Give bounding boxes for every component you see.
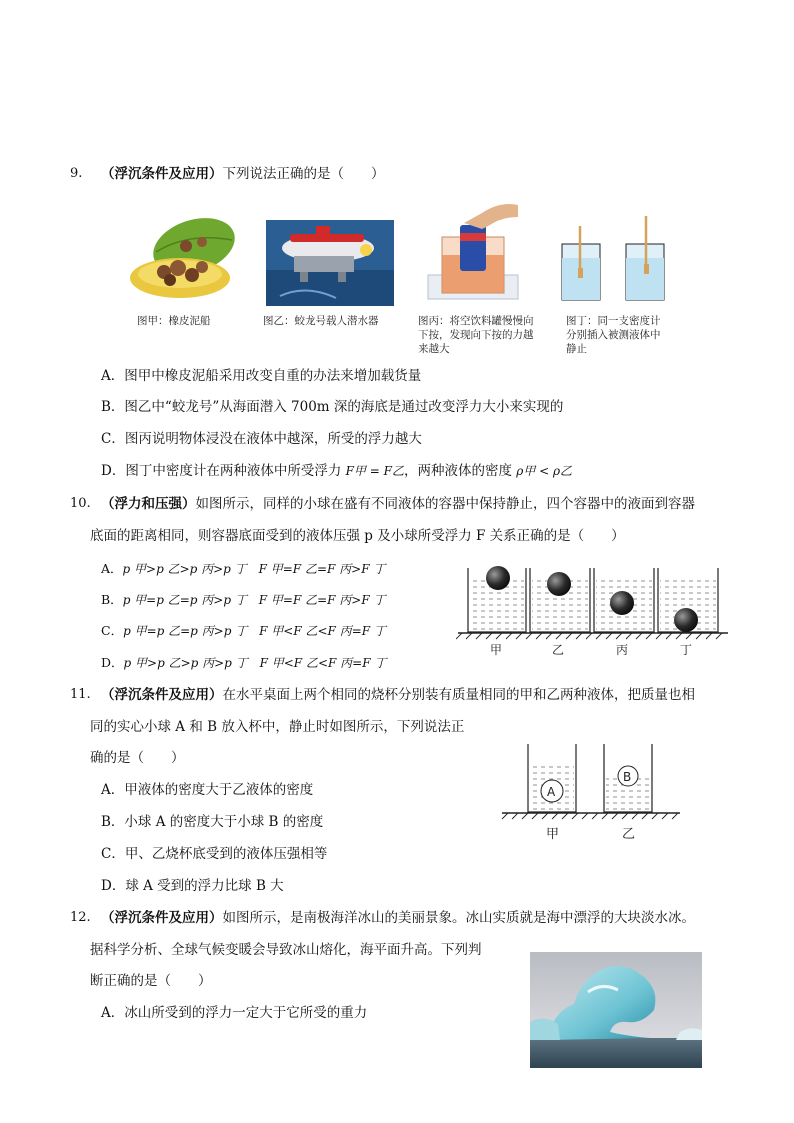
q11-diagram (500, 740, 684, 844)
q9-caption-a: 图甲：橡皮泥船 (137, 315, 211, 327)
q10-option-c (101, 622, 386, 640)
q9-figure-submersible (266, 220, 394, 306)
q11-stem-line1 (101, 686, 695, 704)
q10-option-d-f: F 甲<F 乙<F 丙=F 丁 (259, 656, 387, 670)
q10-container-jia (468, 566, 526, 632)
q10-stem-line1 (101, 495, 695, 513)
q10-container-ding (658, 568, 718, 632)
q9-stem-text: 下列说法正确的是（ ） (222, 166, 385, 182)
q9-caption-d1: 图丁：同一支密度计 (566, 315, 661, 327)
q11-ball-b: B (623, 770, 632, 784)
q10-option-c-letter: C． (101, 623, 124, 638)
q12-tag: （浮沉条件及应用） (101, 910, 223, 926)
q12-stem-line2: 据科学分析、全球气候变暖会导致冰山熔化，海平面升高。下列判 (90, 942, 482, 958)
q10-container-yi (530, 568, 590, 632)
q10-ball-jia (486, 566, 510, 590)
q9-tag: （浮沉条件及应用） (101, 166, 223, 182)
q11-stem-text1: 在水平桌面上两个相同的烧杯分别装有质量相同的甲和乙两种液体，把质量也相 (222, 687, 695, 703)
q11-option-a: A．甲液体的密度大于乙液体的密度 (101, 782, 314, 798)
q10-label-yi: 乙 (552, 643, 565, 657)
q9-caption-c2: 下按，发现向下按的力越 (418, 329, 534, 341)
q12-stem-text1: 如图所示，是南极海洋冰山的美丽景象。冰山实质就是海中漂浮的大块淡水冰。 (222, 910, 695, 926)
q9-caption-c3: 来越大 (418, 343, 450, 355)
q11-ball-a: A (547, 785, 556, 799)
q11-option-b: B．小球 A 的密度大于小球 B 的密度 (101, 814, 324, 830)
q9-option-d-middle: ，两种液体的密度 (403, 463, 512, 479)
q9-caption-c1: 图丙：将空饮料罐慢慢向 (418, 315, 534, 327)
q10-option-a-f: F 甲=F 乙=F 丙>F 丁 (258, 562, 386, 576)
q12-iceberg-photo (530, 952, 702, 1068)
q11-beaker-yi (604, 744, 652, 812)
q10-stem-line2: 底面的距离相同，则容器底面受到的液体压强 p 及小球所受浮力 F 关系正确的是（ ） (90, 528, 625, 544)
q10-option-c-f: F 甲<F 乙<F 丙=F 丁 (259, 624, 386, 638)
q10-stem-text1: 如图所示，同样的小球在盛有不同液体的容器中保持静止，四个容器中的液面到容器 (195, 496, 695, 512)
q10-option-a-p: p 甲>p 乙>p 丙>p 丁 (122, 562, 247, 576)
q11-option-c: C．甲、乙烧杯底受到的液体压强相等 (101, 846, 328, 862)
q11-table-hatch (502, 813, 678, 819)
q9-number: 9. (70, 166, 83, 181)
q10-container-bing (594, 568, 654, 632)
q10-option-d-letter: D． (101, 655, 124, 670)
q10-label-jia: 甲 (490, 643, 503, 657)
q11-stem-line2: 同的实心小球 A 和 B 放入杯中，静止时如图所示，下列说法正 (90, 719, 465, 735)
q10-option-b (101, 591, 386, 609)
q9-option-a: A．图甲中橡皮泥船采用改变自重的办法来增加载货量 (101, 368, 422, 384)
q9-stem (101, 165, 385, 183)
q12-option-a: A．冰山所受到的浮力一定大于它所受的重力 (101, 1005, 368, 1021)
q10-option-b-f: F 甲=F 乙=F 丙>F 丁 (258, 593, 386, 607)
q10-table-hatch (456, 633, 722, 639)
q12-number: 12. (70, 910, 91, 925)
q10-diagram (456, 560, 730, 660)
q9-figure-hydrometers (556, 212, 672, 304)
q10-option-a-letter: A． (101, 561, 123, 576)
q10-tag: （浮力和压强） (101, 496, 196, 512)
q9-option-d-eq: F甲 = F乙 (345, 464, 404, 478)
q10-ball-bing (610, 591, 634, 615)
q11-tag: （浮沉条件及应用） (101, 687, 223, 703)
q9-option-d-ineq: ρ甲 < ρ乙 (516, 464, 573, 478)
q10-option-d (101, 654, 386, 672)
q10-option-a (101, 560, 385, 578)
q11-stem-line3: 确的是（ ） (90, 750, 185, 766)
q11-option-d: D．球 A 受到的浮力比球 B 大 (101, 878, 284, 894)
q9-figure-clay-boat (128, 212, 238, 300)
q9-caption-b: 图乙：蛟龙号载人潜水器 (263, 315, 379, 327)
q10-ball-ding (674, 608, 698, 632)
q11-number: 11. (70, 687, 91, 702)
q12-stem-line3: 断正确的是（ ） (90, 973, 212, 989)
q11-beaker-jia (528, 744, 576, 812)
q11-label-yi: 乙 (622, 827, 636, 842)
q10-option-b-letter: B． (101, 592, 123, 607)
q10-option-c-p: p 甲=p 乙=p 丙>p 丁 (123, 624, 248, 638)
q9-option-d (101, 462, 572, 480)
q10-option-d-p: p 甲>p 乙>p 丙>p 丁 (123, 656, 248, 670)
q10-label-ding: 丁 (680, 643, 693, 657)
q9-caption-d3: 静止 (566, 343, 587, 355)
q10-label-bing: 丙 (616, 643, 629, 657)
q9-caption-d2: 分别插入被测液体中 (566, 329, 661, 341)
q9-figure-can (424, 193, 522, 305)
q9-option-c: C．图丙说明物体浸没在液体中越深，所受的浮力越大 (101, 431, 422, 447)
q10-number: 10. (70, 496, 91, 511)
q11-label-jia: 甲 (546, 827, 560, 842)
q12-stem-line1 (101, 909, 695, 927)
q9-option-d-prefix: D．图丁中密度计在两种液体中所受浮力 (101, 463, 342, 479)
q10-option-b-p: p 甲=p 乙=p 丙>p 丁 (122, 593, 247, 607)
q9-option-b: B．图乙中“蛟龙号”从海面潜入 700m 深的海底是通过改变浮力大小来实现的 (101, 399, 564, 415)
q10-ball-yi (547, 572, 571, 596)
